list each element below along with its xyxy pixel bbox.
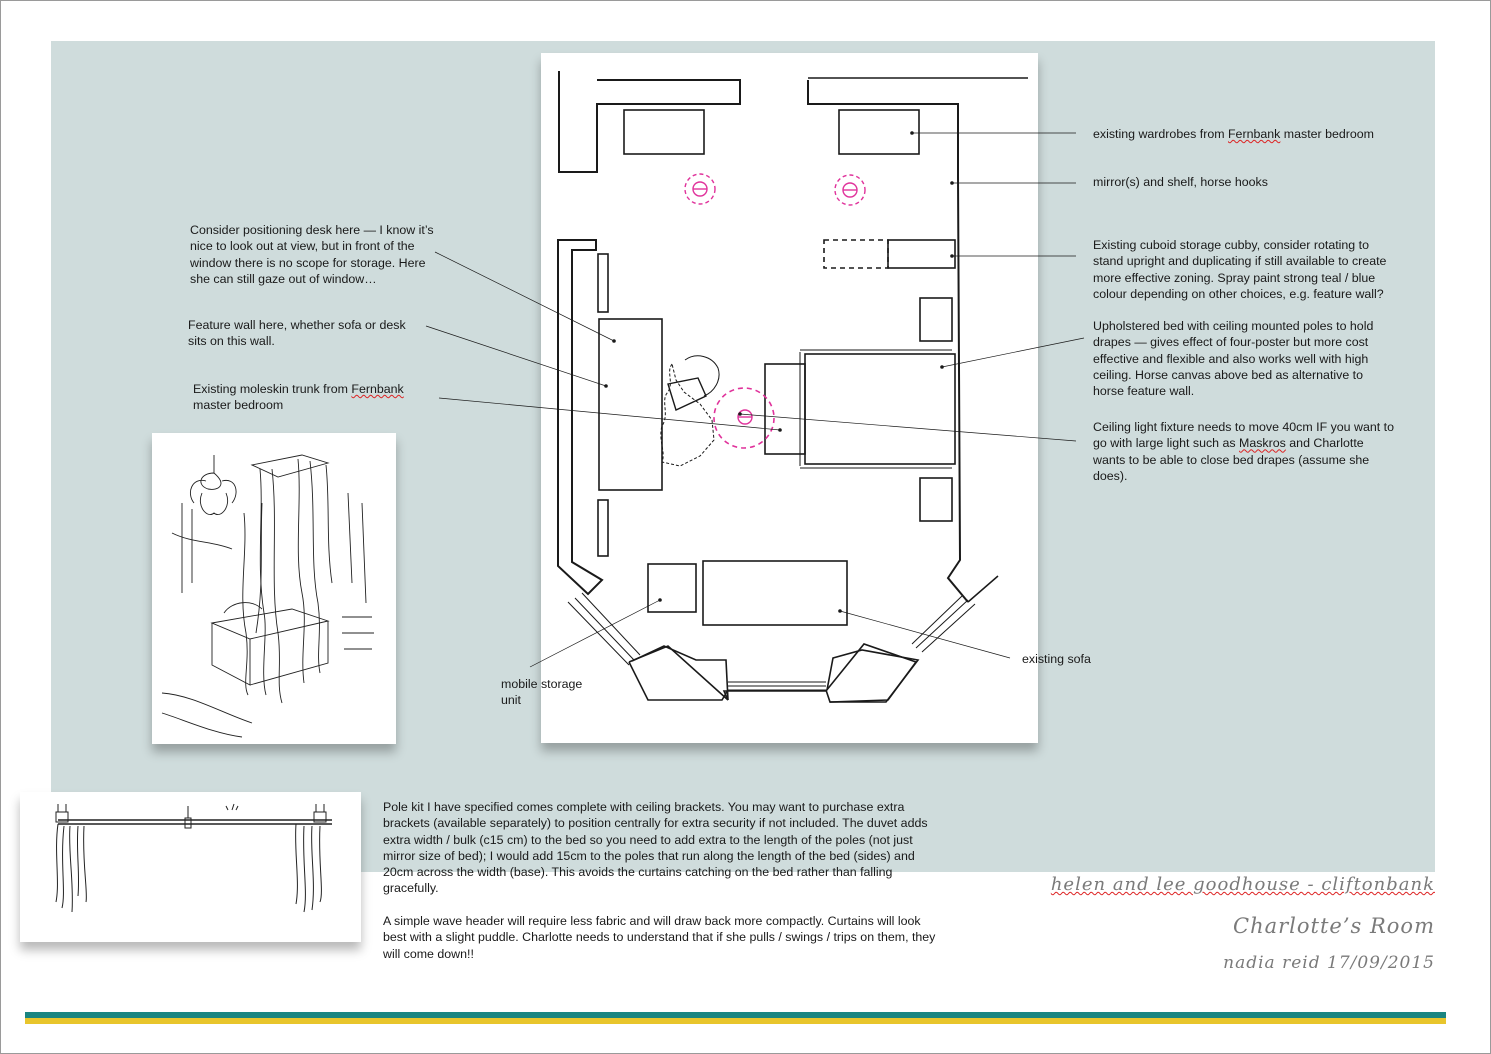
note-sofa: existing sofa [1022,652,1091,666]
note-mirror: mirror(s) and shelf, horse hooks [1093,175,1268,189]
leader-desk [435,252,614,341]
author-date: nadia reid 17/09/2015 [1223,953,1435,973]
leader-light [740,414,1076,441]
note-mobile-storage: mobile storage unit [501,677,583,708]
note-feature-wall: Feature wall here, whether sofa or desk sits on this wall. [188,318,406,349]
note-pole-kit: Pole kit I have specified comes complete with ceiling brackets. You may want to purchase extra brackets (available separately) to position centrally for extra security if not included. The duvet adds extra width / bulk (c15 cm) to the bed so you need to add extra to the length of the poles (not just mirror size of bed); I would add 15cm to the poles that run along the length of the bed (sides) and 20cm across the width (base). This avoids the curtains catching on the bed rather than falling gracefully. [383,800,928,896]
note-cubby: Existing cuboid storage cubby, consider rotating to stand upright and duplicating if still available to create more effective zoning. Spray paint strong teal / blue colour depending on other choices, e.g. feature wall? [1093,238,1387,301]
footer-stripe-yellow [25,1018,1446,1024]
room-title: Charlotte’s Room [1233,914,1435,938]
project-title: helen and lee goodhouse - cliftonbank [1050,874,1435,895]
note-bed: Upholstered bed with ceiling mounted poles to hold drapes — gives effect of four-poster but more cost effective and flexible and also works well with high ceiling. Horse canvas above bed as alternative to horse feature wall. [1093,319,1374,399]
leader-mobile-storage [530,600,660,667]
note-light: Ceiling light fixture needs to move 40cm IF you want to go with large light such as Maskros and Charlotte wants to be able to close bed drapes (assume she does). [1093,420,1394,483]
note-wardrobes: existing wardrobes from Fernbank master bedroom [1093,127,1374,141]
leader-feature-wall [426,326,606,386]
note-desk: Consider positioning desk here — I know it’s nice to look out at view, but in front of the window there is no scope for storage. Here she can still gaze out of window… [190,223,434,286]
note-wave-header: A simple wave header will require less fabric and will draw back more compactly. Curtains will look best with a slight puddle. Charlotte needs to understand that if she pulls / swings / trips on them, they will come down!! [383,914,936,961]
leader-trunk [439,398,780,430]
note-trunk: Existing moleskin trunk from Fernbank master bedroom [193,382,404,413]
leader-sofa [840,611,1010,658]
leader-bed [942,338,1084,367]
